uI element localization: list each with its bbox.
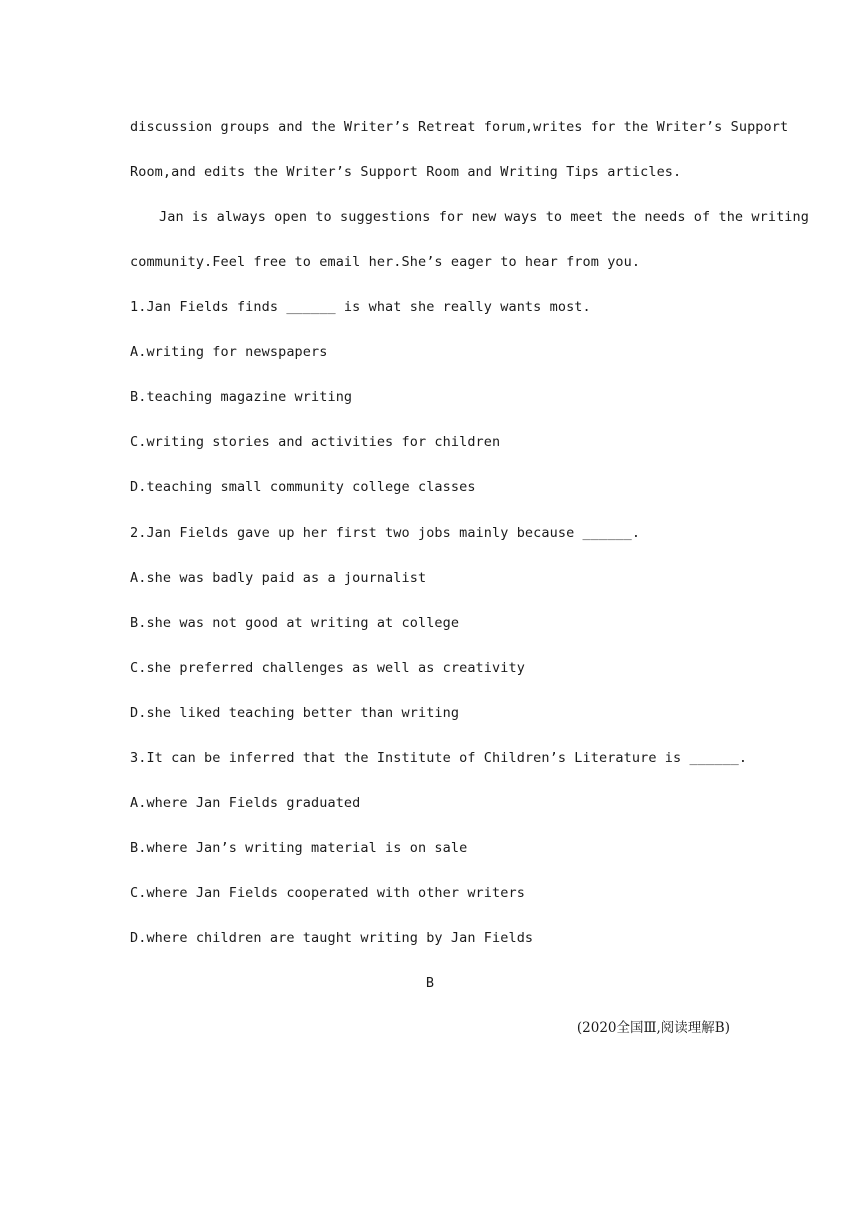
passage-line: community.Feel free to email her.She’s eager to hear from you. [130,254,641,270]
answer-option: C.where Jan Fields cooperated with other writers [130,885,525,901]
question-stem: 2.Jan Fields gave up her first two jobs mainly because ______. [130,525,641,541]
passage-paragraph-start: Jan is always open to suggestions for new ways to meet the needs of the writing [159,209,809,225]
source-note: (2020全国Ⅲ,阅读理解B) [576,1020,730,1036]
answer-option: C.writing stories and activities for children [130,434,501,450]
section-heading: B [425,975,435,991]
answer-option: D.teaching small community college classes [130,479,476,495]
question-stem: 3.It can be inferred that the Institute of Children’s Literature is ______. [130,750,748,766]
answer-option: B.where Jan’s writing material is on sale [130,840,468,856]
passage-line: Room,and edits the Writer’s Support Room and Writing Tips articles. [130,164,682,180]
answer-option: A.writing for newspapers [130,344,328,360]
answer-option: C.she preferred challenges as well as creativity [130,660,525,676]
answer-option: D.she liked teaching better than writing [130,705,460,721]
answer-option: A.where Jan Fields graduated [130,795,361,811]
question-stem: 1.Jan Fields finds ______ is what she really wants most. [130,299,591,315]
answer-option: B.teaching magazine writing [130,389,353,405]
answer-option: A.she was badly paid as a journalist [130,570,427,586]
passage-line: discussion groups and the Writer’s Retreat forum,writes for the Writer’s Support [130,119,789,135]
answer-option: D.where children are taught writing by Jan Fields [130,930,534,946]
answer-option: B.she was not good at writing at college [130,615,460,631]
